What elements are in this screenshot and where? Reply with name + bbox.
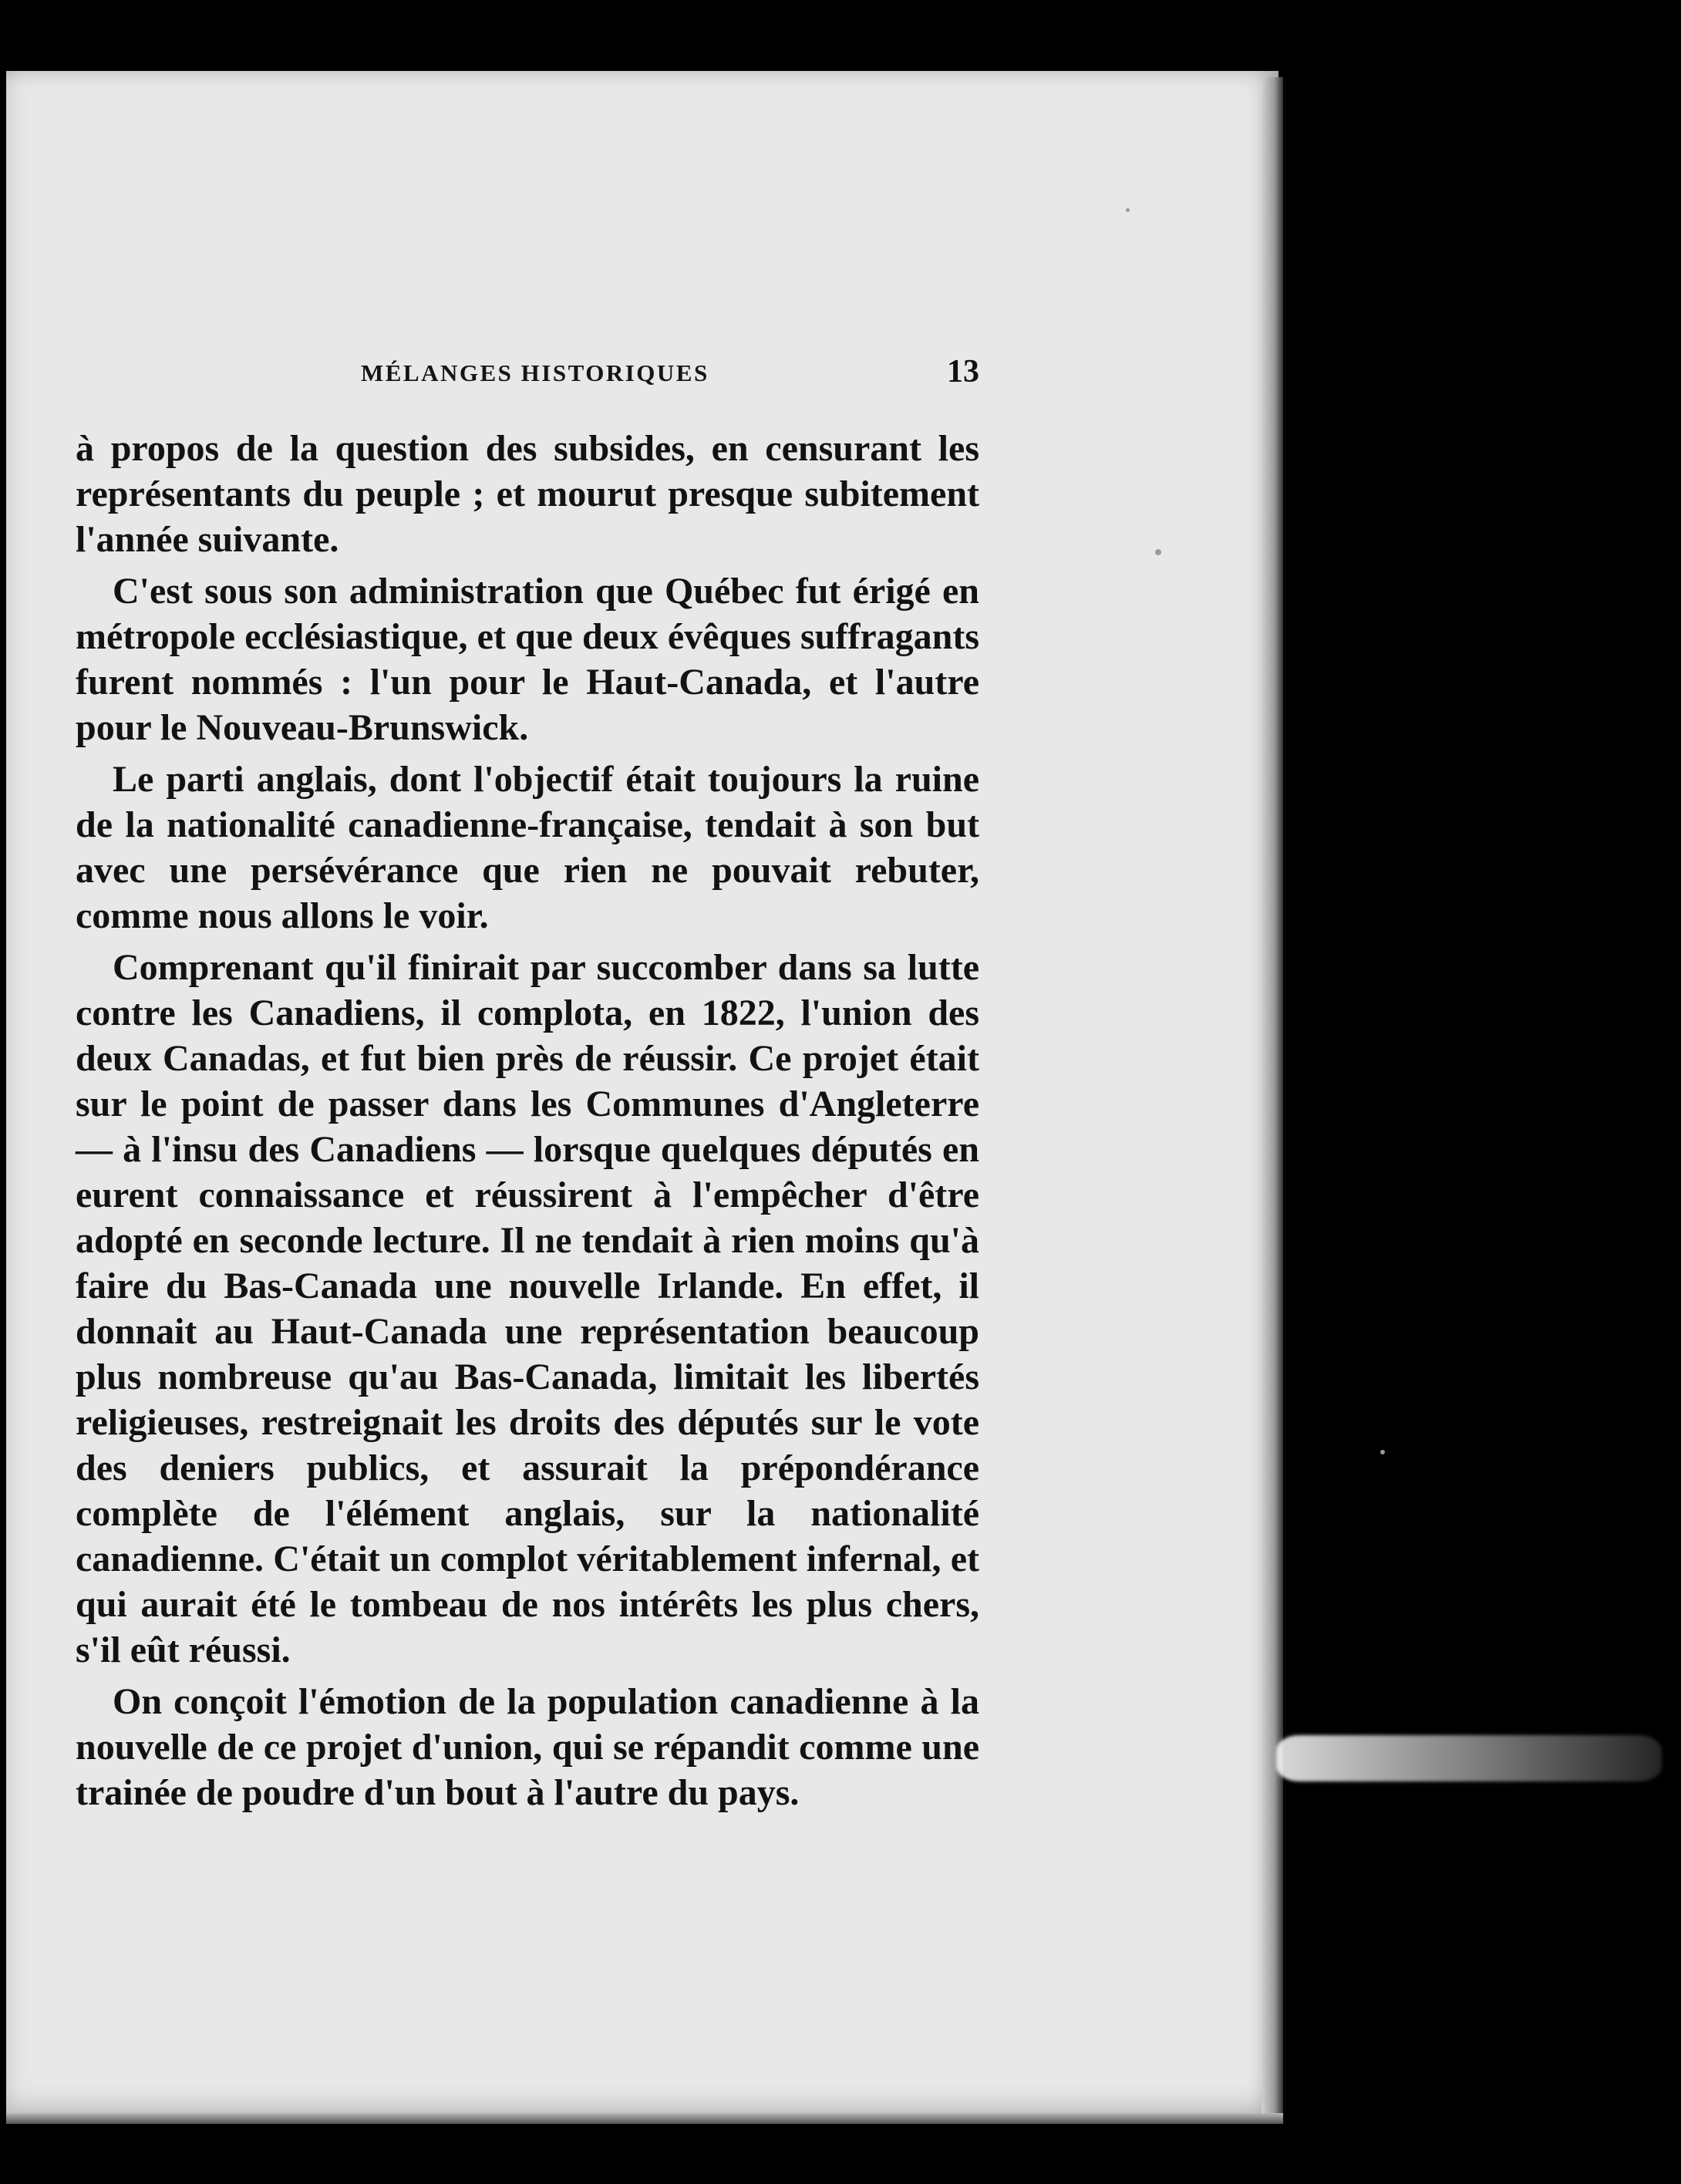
dust-speck [1380,1450,1385,1454]
page-bottom-edge [6,2113,1283,2124]
paragraph-2: C'est sous son administration que Québec fut érigé en métropole ecclésiastique, et que deux évêques suffragants furent nommés : l'un pour le Haut-Canada, et l'autre pour le Nouveau-Brunswick. [76,571,979,748]
dust-speck [1126,208,1130,212]
page-header [76,353,979,392]
paragraph-1: à propos de la question des subsides, en censurant les représentants du peuple ; et mourut presque subitement l'année suivante. [76,428,979,560]
paragraph-3: Le parti anglais, dont l'objectif était toujours la ruine de la nationalité canadienne-française, tendait à son but avec une persévérance que rien ne pouvait rebuter, comme nous allons le voir. [76,759,979,936]
page-edge [1262,77,1283,2121]
dust-speck [1155,549,1161,555]
running-head: MÉLANGES HISTORIQUES [361,359,709,386]
paragraph-4: Comprenant qu'il finirait par succomber dans sa lutte contre les Canadiens, il complota, en 1822, l'union des deux Canadas, et fut bien près de réussir. Ce projet était sur le point de passer dans les Communes d'Angleterre — à l'insu des Canadiens — lorsque quelques députés en eurent connaissance et réussirent à l'empêcher d'être adopté en seconde lecture. Il ne tendait à rien moins qu'à faire du Bas-Canada une nouvelle Irlande. En effet, il donnait au Haut-Canada une représentation beaucoup plus nombreuse qu'au Bas-Canada, limitait les libertés religieuses, restreignait les droits des députés sur le vote des deniers publics, et assurait la prépondérance complète de l'élément anglais, sur la nationalité canadienne. C'était un complot véritablement infernal, et qui aurait été le tombeau de nos intérêts les plus chers, s'il eût réussi. [76,947,979,1670]
scan-artifact [1276,1735,1662,1781]
page-number: 13 [947,354,979,389]
body-text [76,426,979,1822]
paragraph-5: On conçoit l'émotion de la population canadienne à la nouvelle de ce projet d'union, qui se répandit comme une trainée de poudre d'un bout à l'autre du pays. [76,1681,979,1813]
